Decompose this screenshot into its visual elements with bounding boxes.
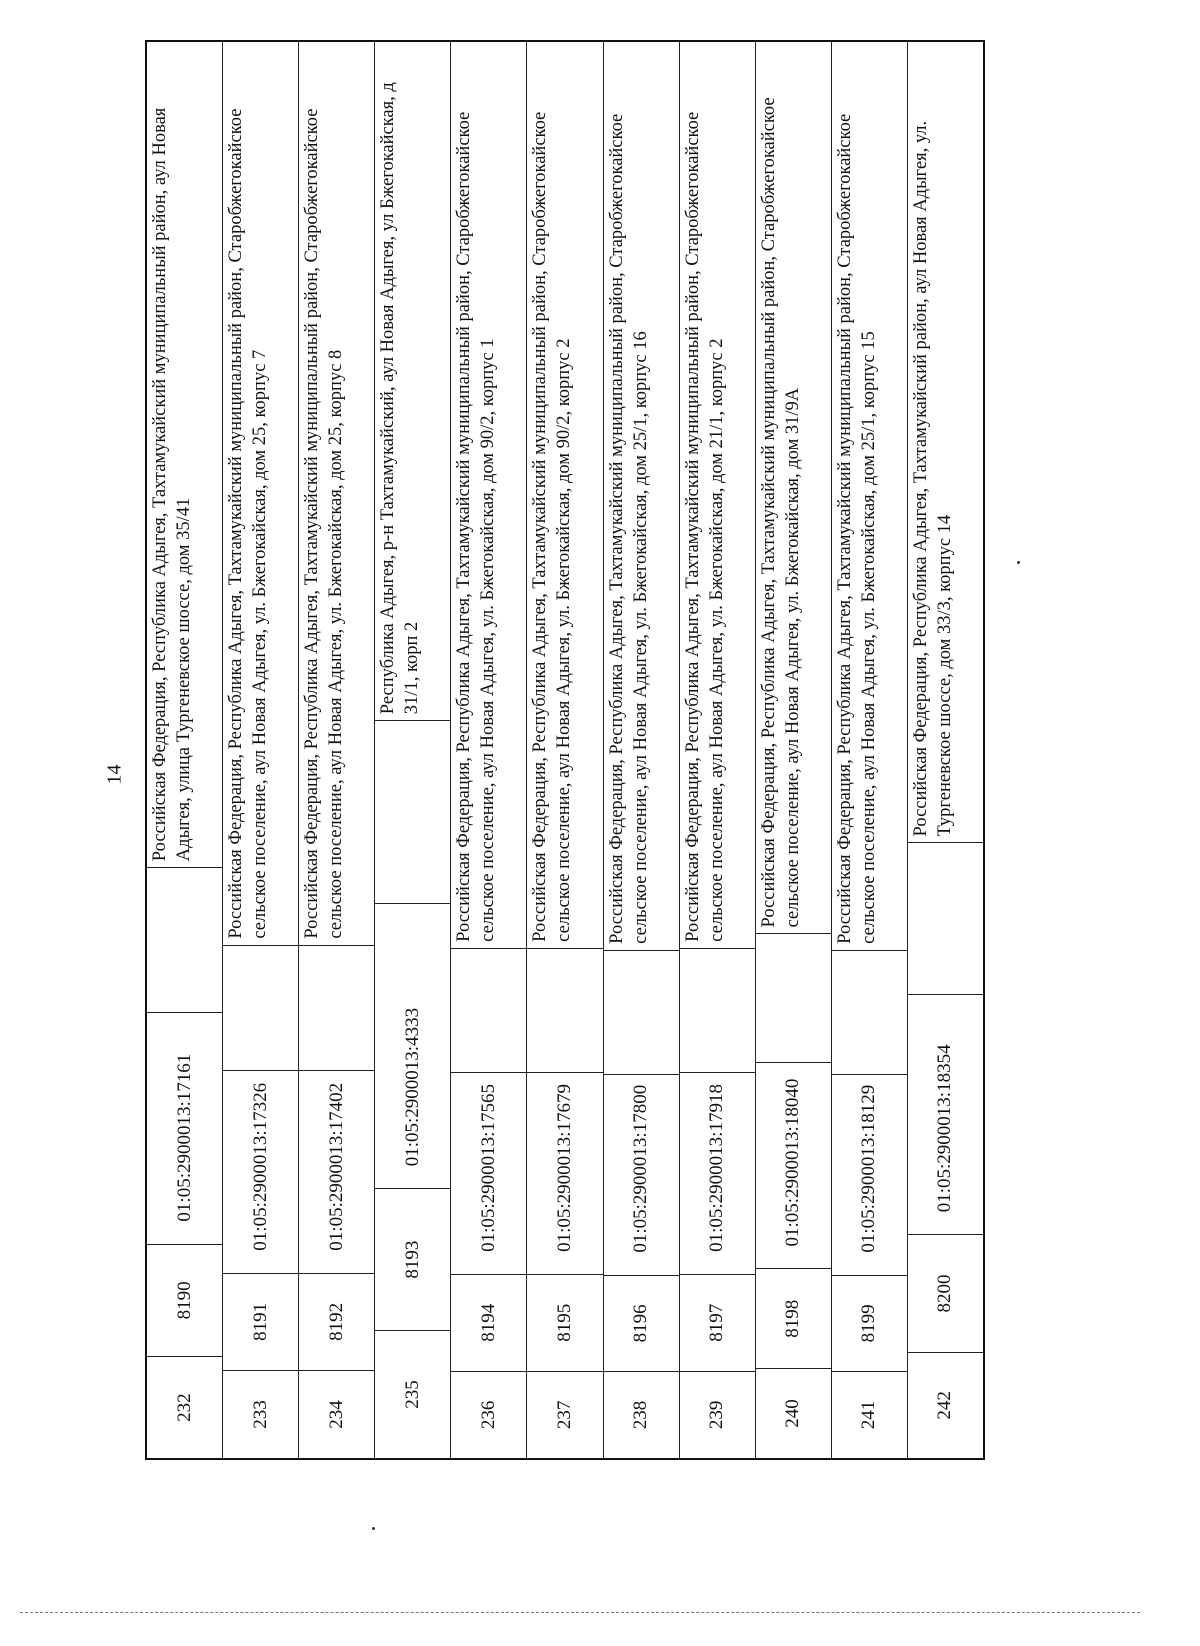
object-id-cell: 8193	[375, 1188, 450, 1330]
address-cell: Российская Федерация, Республика Адыгея, Тахтамукайский район, аул Новая Адыгея, ул. Тургеневское шоссе, дом 33/3, корпус 14	[910, 120, 955, 837]
address-cell: Российская Федерация, Республика Адыгея, Тахтамукайский муниципальный район, Старобжегокайское сельское поселение, аул Новая Адыгея, ул. Бжегокайская, дом 25/1, корпус 16	[606, 113, 651, 944]
table-row	[451, 42, 527, 1458]
table-row	[604, 42, 680, 1458]
table-row	[375, 42, 451, 1458]
row-number-cell: 239	[680, 1371, 755, 1458]
cadastral-number-cell: 01:05:2900013:17326	[223, 1070, 298, 1273]
empty-cell	[375, 720, 450, 903]
object-id-cell: 8200	[908, 1234, 983, 1352]
cadastral-number-cell: 01:05:2900013:17918	[680, 1073, 755, 1274]
empty-cell	[604, 950, 679, 1074]
scan-speck	[372, 1527, 375, 1530]
object-id-cell: 8199	[832, 1275, 907, 1371]
address-cell: Республика Адыгея, р-н Тахтамукайский, аул Новая Адыгея, ул Бжегокайская, д 31/1, корп 2	[378, 82, 423, 715]
cadastral-number-cell: 01:05:2900013:4333	[375, 903, 450, 1188]
cadastral-number-cell: 01:05:2900013:18354	[908, 994, 983, 1234]
address-cell: Российская Федерация, Республика Адыгея, Тахтамукайский муниципальный район, Старобжегокайское сельское поселение, аул Новая Адыгея, ул. Бжегокайская, дом 25/1, корпус 15	[834, 113, 879, 944]
cadastral-number-cell: 01:05:2900013:17679	[527, 1073, 602, 1274]
object-id-cell: 8191	[223, 1273, 298, 1370]
cadastral-number-cell: 01:05:2900013:17402	[299, 1070, 374, 1273]
object-id-cell: 8190	[147, 1244, 222, 1357]
row-number-cell: 234	[299, 1370, 374, 1458]
empty-cell	[299, 945, 374, 1071]
address-cell: Российская Федерация, Республика Адыгея, Тахтамукайский муниципальный район, Старобжегокайское сельское поселение, аул Новая Адыгея, ул. Бжегокайская, дом 25, корпус 7	[226, 108, 271, 939]
table-row	[756, 42, 832, 1458]
address-cell: Российская Федерация, Республика Адыгея, Тахтамукайский муниципальный район, Старобжегокайское сельское поселение, аул Новая Адыгея, ул. Бжегокайская, дом 90/2, корпус 1	[454, 111, 499, 942]
empty-cell	[908, 842, 983, 994]
property-table	[145, 40, 985, 1460]
empty-cell	[832, 950, 907, 1074]
object-id-cell: 8195	[527, 1274, 602, 1371]
row-number-cell: 241	[832, 1371, 907, 1458]
scan-speck	[1017, 561, 1020, 564]
address-cell: Российская Федерация, Республика Адыгея, Тахтамукайский муниципальный район, Старобжегокайское сельское поселение, аул Новая Адыгея, ул. Бжегокайская, дом 25, корпус 8	[302, 108, 347, 939]
row-number-cell: 232	[147, 1356, 222, 1458]
property-table-body	[145, 40, 985, 1460]
table-row	[223, 42, 299, 1458]
cadastral-number-cell: 01:05:2900013:17161	[147, 1012, 222, 1243]
empty-cell	[451, 948, 526, 1073]
table-row	[832, 42, 908, 1458]
address-cell: Российская Федерация, Республика Адыгея, Тахтамукайский муниципальный район, аул Новая Адыгея, улица Тургеневское шоссе, дом 35/41	[150, 107, 194, 862]
table-row	[147, 42, 223, 1458]
row-number-cell: 242	[908, 1352, 983, 1458]
object-id-cell: 8194	[451, 1274, 526, 1371]
address-cell: Российская Федерация, Республика Адыгея, Тахтамукайский муниципальный район, Старобжегокайское сельское поселение, аул Новая Адыгея, ул. Бжегокайская, дом 90/2, корпус 2	[530, 111, 575, 942]
empty-cell	[527, 948, 602, 1073]
address-cell: Российская Федерация, Республика Адыгея, Тахтамукайский муниципальный район, Старобжегокайское сельское поселение, аул Новая Адыгея, ул. Бжегокайская, дом 21/1, корпус 2	[682, 111, 727, 942]
table-row	[908, 42, 983, 1458]
cadastral-number-cell: 01:05:2900013:18040	[756, 1062, 831, 1269]
cadastral-number-cell: 01:05:2900013:17565	[451, 1073, 526, 1274]
cadastral-number-cell: 01:05:2900013:17800	[604, 1074, 679, 1275]
cadastral-number-cell: 01:05:2900013:18129	[832, 1074, 907, 1275]
row-number-cell: 237	[527, 1371, 602, 1458]
address-cell: Российская Федерация, Республика Адыгея, Тахтамукайский муниципальный район, Старобжегокайское сельское поселение, аул Новая Адыгея, ул. Бжегокайская, дом 31/9А	[758, 97, 803, 928]
object-id-cell: 8196	[604, 1275, 679, 1371]
scan-edge-line	[20, 1612, 1140, 1613]
row-number-cell: 238	[604, 1371, 679, 1458]
object-id-cell: 8198	[756, 1269, 831, 1369]
row-number-cell: 236	[451, 1371, 526, 1458]
row-number-cell: 233	[223, 1370, 298, 1458]
row-number-cell: 235	[375, 1330, 450, 1458]
object-id-cell: 8197	[680, 1274, 755, 1371]
row-number-cell: 240	[756, 1368, 831, 1458]
table-row	[680, 42, 756, 1458]
empty-cell	[680, 948, 755, 1073]
table-row	[527, 42, 603, 1458]
empty-cell	[756, 934, 831, 1062]
object-id-cell: 8192	[299, 1273, 374, 1370]
empty-cell	[147, 867, 222, 1012]
page-number: 14	[103, 764, 126, 785]
table-row	[299, 42, 375, 1458]
empty-cell	[223, 945, 298, 1071]
